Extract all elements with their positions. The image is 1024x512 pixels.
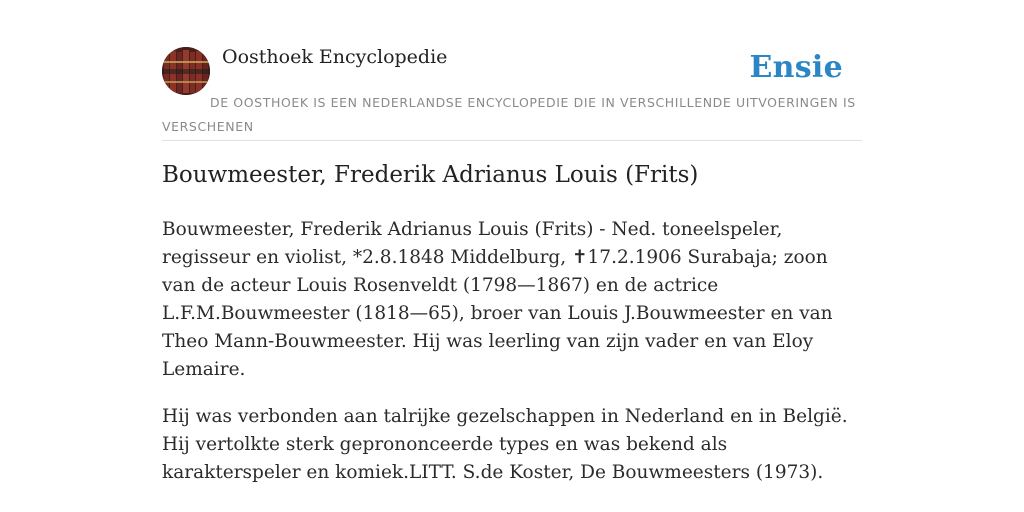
site-name[interactable]: Oosthoek Encyclopedie [222,46,448,68]
site-header [162,44,862,141]
brand-logo[interactable]: Ensie [749,50,843,85]
article-paragraph: Bouwmeester, Frederik Adrianus Louis (Frits) - Ned. toneelspeler, regisseur en violist, *2.8.1848 Middelburg, ✝17.2.1906 Surabaja; zoon van de acteur Louis Rosenveldt (1798—1867) en de actrice L.F.M.Bouwmeester (1818—65), broer van Louis J.Bouwmeester en van Theo Mann-Bouwmeester. Hij was leerling van zijn vader en van Eloy Lemaire. [162,219,833,380]
article-body [162,216,862,506]
site-avatar[interactable] [162,47,210,95]
article-paragraph: Hij was verbonden aan talrijke gezelschappen in Nederland en in België. Hij vertolkte sterk geprononceerde types en was bekend als karakterspeler en komiek.LITT. S.de Koster, De Bouwmeesters (1973). [162,406,848,483]
site-tagline: DE OOSTHOEK IS EEN NEDERLANDSE ENCYCLOPEDIE DIE IN VERSCHILLENDE UITVOERINGEN IS VERSCHENEN [162,95,856,134]
encyclopedia-books-icon [162,47,210,95]
article-title: Bouwmeester, Frederik Adrianus Louis (Frits) [162,162,699,188]
